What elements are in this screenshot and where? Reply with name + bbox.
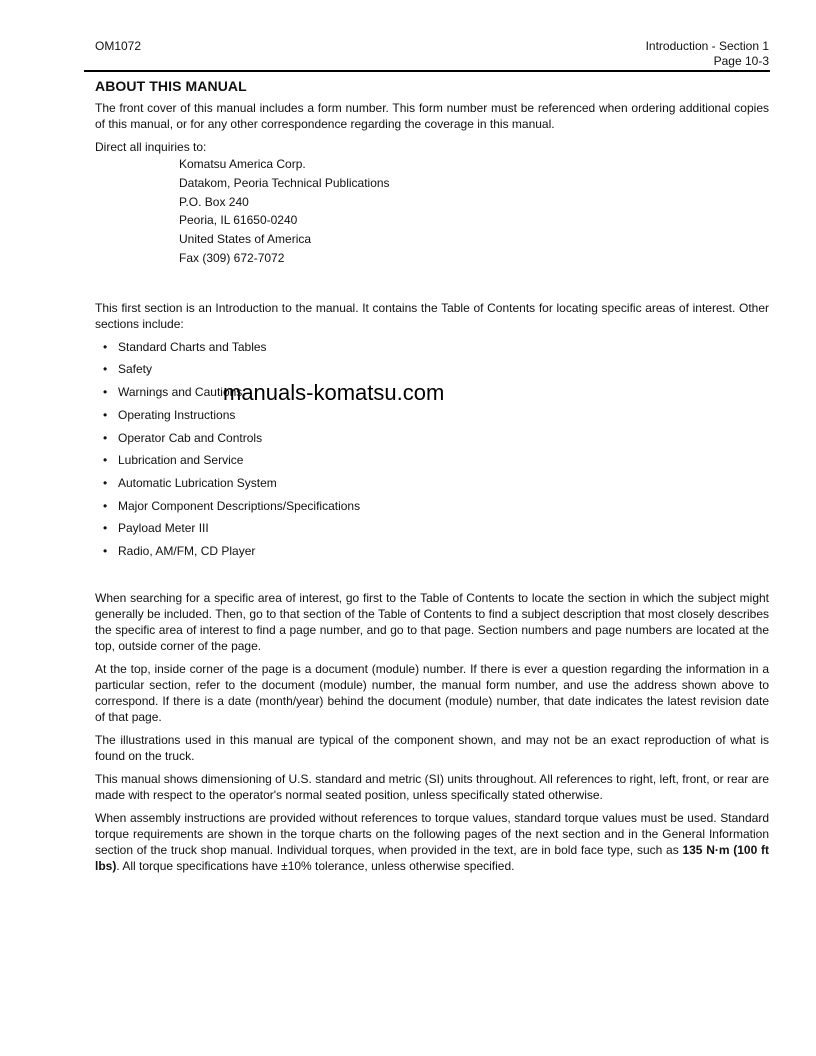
list-item: • Major Component Descriptions/Specifications (103, 498, 361, 513)
bullet-icon: • (103, 339, 108, 354)
torque-paragraph: When assembly instructions are provided without references to torque values, standard torque values must be used. Standard torque requirements are shown in the torque charts on the following pages of the next section and in the General Information section of the truck shop manual. Individual torques, when provided in the text, are in bold face type, such as 135 N·m (100 ft lbs). All torque specifications have ±10% tolerance, unless otherwise specified. (95, 810, 769, 873)
bullet-icon: • (103, 362, 108, 377)
address-line: Komatsu America Corp. (179, 157, 306, 171)
list-item: • Automatic Lubrication System (103, 475, 277, 490)
bullet-icon: • (103, 430, 108, 445)
bullet-icon: • (103, 407, 108, 422)
bullet-icon: • (103, 543, 108, 558)
list-item: • Warnings and Cautions (103, 385, 243, 400)
bullet-icon: • (103, 521, 108, 536)
list-item: • Lubrication and Service (103, 453, 244, 468)
page-number: Page 10-3 (713, 54, 769, 68)
header-divider (84, 70, 770, 72)
list-item: • Operator Cab and Controls (103, 430, 263, 445)
section-title: Introduction - Section 1 (645, 39, 769, 53)
list-item: • Payload Meter III (103, 521, 209, 536)
dimensioning-paragraph: This manual shows dimensioning of U.S. standard and metric (SI) units throughout. All references to right, left, front, or rear are made with respect to the operator's normal seated position, unless specifically stated otherwise. (95, 771, 769, 802)
address-line: Peoria, IL 61650-0240 (179, 213, 298, 228)
address-line: Fax (309) 672-7072 (179, 250, 285, 265)
section-intro-paragraph: This first section is an Introduction to the manual. It contains the Table of Contents for locating specific areas of interest. Other sections include: (95, 300, 769, 331)
mailing-address (179, 155, 769, 268)
list-item: • Safety (103, 362, 153, 377)
illustrations-paragraph: The illustrations used in this manual are typical of the component shown, and may not be an exact reproduction of what is found on the truck. (95, 732, 769, 763)
list-item: • Operating Instructions (103, 407, 236, 422)
list-item: • Radio, AM/FM, CD Player (103, 543, 256, 558)
list-item: • Standard Charts and Tables (103, 339, 267, 354)
address-line: United States of America (179, 232, 312, 247)
address-line: P.O. Box 240 (179, 194, 249, 209)
document-number-paragraph: At the top, inside corner of the page is a document (module) number. If there is ever a question regarding the information in a particular section, refer to the document (module) number, the manual form number, and use the address shown above to correspond. If there is a date (month/year) behind the document (module) number, that date indicates the latest revision date of that page. (95, 661, 769, 724)
page-heading: ABOUT THIS MANUAL (95, 78, 247, 94)
bullet-icon: • (103, 498, 108, 513)
bullet-icon: • (103, 453, 108, 468)
document-number: OM1072 (95, 39, 142, 53)
inquiries-label: Direct all inquiries to: (95, 140, 207, 154)
watermark-text: manuals-komatsu.com (223, 380, 445, 405)
torque-value: 135 N·m (100 ft lbs) (95, 842, 769, 873)
address-line: Datakom, Peoria Technical Publications (179, 175, 390, 190)
sections-list (95, 339, 769, 566)
bullet-icon: • (103, 385, 108, 400)
page-header-right (646, 39, 769, 69)
page-content (95, 76, 769, 881)
searching-paragraph: When searching for a specific area of interest, go first to the Table of Contents to locate the section in which the subject might generally be included. Then, go to that section of the Table of Contents to find a subject description that most closely describes the specific area of interest to find a page number, and go to that page. Section numbers and page numbers are located at the top, outside corner of the page. (95, 590, 769, 653)
bullet-icon: • (103, 475, 108, 490)
intro-paragraph: The front cover of this manual includes a form number. This form number must be referenced when ordering additional copies of this manual, or for any other correspondence regarding the coverage in this manual. (95, 101, 769, 131)
